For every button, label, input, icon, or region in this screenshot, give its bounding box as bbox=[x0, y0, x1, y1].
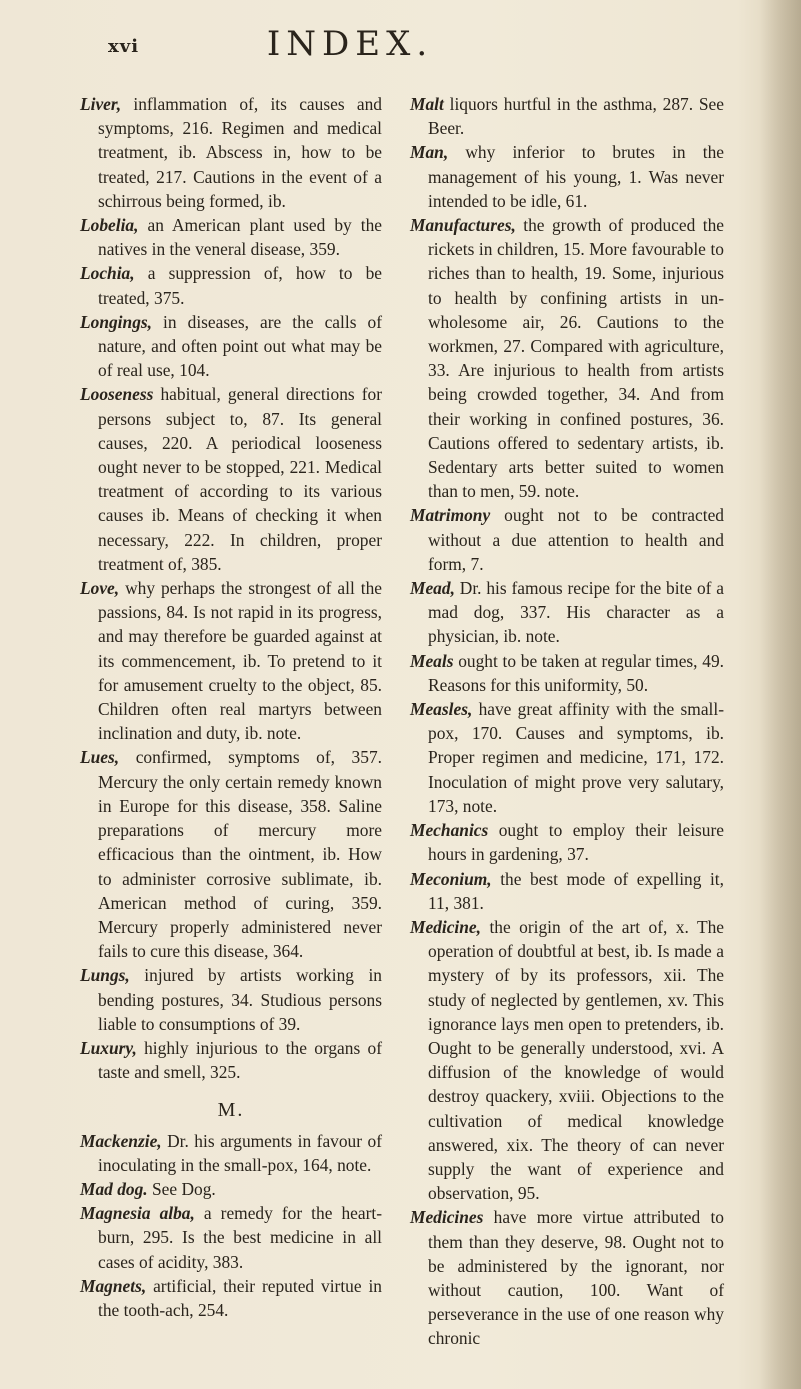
index-term: Manufactures, bbox=[410, 215, 516, 236]
index-term: Medicine, bbox=[410, 916, 481, 937]
index-term: Meconium, bbox=[410, 868, 492, 889]
index-term: Love, bbox=[80, 578, 120, 599]
index-entry bbox=[410, 867, 724, 915]
index-entry bbox=[80, 92, 382, 213]
index-entry bbox=[410, 92, 724, 140]
index-description: why perhaps the strongest of all the passions, 84. Is not rapid in its progress, and may therefore be guarded against at its commencement, ib. To pretend to it for amusement cruelty to the object, 85. Children often real martyrs between inclination and duty, ib. note. bbox=[98, 578, 382, 744]
index-description: inflammation of, its causes and symptoms, 216. Regimen and medical treatment, ib. Abscess in, how to be treated, 217. Cautions in the event of a schirrous being formed, ib. bbox=[98, 94, 382, 211]
index-term: Luxury, bbox=[80, 1037, 137, 1058]
index-entry bbox=[80, 1129, 382, 1177]
index-description: a suppression of, how to be treated, 375. bbox=[98, 263, 382, 308]
index-entry bbox=[410, 1205, 724, 1350]
index-term: Medicines bbox=[410, 1207, 484, 1228]
index-description: have more virtue attributed to them than they deserve, 98. Ought not to be administered by the ignorant, nor without caution, 100. Want of perseverance in the use of one reason why chronic bbox=[428, 1207, 724, 1349]
index-entry bbox=[80, 1036, 382, 1084]
index-description: artificial, their reputed virtue in the tooth-ach, 254. bbox=[98, 1275, 382, 1320]
left-column bbox=[80, 92, 382, 1322]
index-term: Mead, bbox=[410, 578, 455, 599]
index-term: Longings, bbox=[80, 311, 152, 332]
index-description: the origin of the art of, x. The operation of doubtful at best, ib. Is made a mystery of by its professors, xii. The study of neglected by gentlemen, xv. This ignorance lays men open to pretenders, ib. Ought to be generally understood, xvi. A diffusion of the knowledge of would destroy quackery, xviii. Objections to the cultivation of medical knowledge answered, xix. The theory of can never supply the want of experience and observation, 95. bbox=[428, 916, 724, 1204]
index-description: highly injurious to the organs of taste and smell, 325. bbox=[98, 1037, 382, 1083]
left-entries-m bbox=[80, 1129, 382, 1323]
right-entries bbox=[410, 92, 724, 1351]
page-number: xvi bbox=[108, 36, 140, 57]
index-term: Liver, bbox=[80, 94, 122, 114]
index-term: Mackenzie, bbox=[80, 1130, 162, 1151]
index-description: Dr. his arguments in favour of inoculating in the small-pox, 164, note. bbox=[98, 1130, 382, 1175]
index-description: the best mode of expelling it, 11, 381. bbox=[428, 868, 724, 913]
index-term: Meals bbox=[410, 650, 454, 671]
index-term: Mad dog. bbox=[80, 1178, 148, 1199]
index-description: in diseases, are the calls of nature, and often point out what may be of real use, 104. bbox=[98, 311, 382, 381]
index-description: ought to be taken at regular times, 49. Reasons for this uniformity, 50. bbox=[428, 650, 724, 695]
index-entry bbox=[410, 503, 724, 576]
index-entry bbox=[410, 818, 724, 866]
index-description: ought to employ their leisure hours in gardening, 37. bbox=[428, 820, 724, 865]
index-description: have great affinity with the small-pox, 170. Causes and symptoms, ib. Proper regimen and medicine, 171, 172. Inoculation of might prove very salutary, 173, note. bbox=[428, 699, 724, 816]
index-term: Matrimony bbox=[410, 505, 491, 526]
index-description: confirmed, symptoms of, 357. Mercury the only certain remedy known in Europe for this disease, 358. Saline preparations of mercury more efficacious than the ointment, ib. How to administer corrosive sublimate, ib. American method of curing, 359. Mercury properly administered never fails to cure this disease, 364. bbox=[98, 747, 382, 962]
page-edge-shadow bbox=[759, 0, 801, 1389]
index-term: Malt bbox=[410, 94, 444, 114]
index-description: why inferior to brutes in the management of his young, 1. Was never intended to be idle, 61. bbox=[428, 142, 724, 211]
index-term: Lungs, bbox=[80, 965, 130, 986]
index-entry bbox=[410, 213, 724, 503]
index-description: a remedy for the heart-burn, 295. Is the best medicine in all cases of acidity, 383. bbox=[98, 1203, 382, 1272]
index-term: Man, bbox=[410, 142, 449, 163]
index-entry bbox=[410, 649, 724, 697]
index-description: ought not to be contracted without a due attention to health and form, 7. bbox=[428, 505, 724, 574]
left-entries bbox=[80, 92, 382, 1084]
index-entry bbox=[410, 140, 724, 213]
index-entry bbox=[80, 1274, 382, 1322]
index-entry bbox=[80, 576, 382, 745]
index-term: Looseness bbox=[80, 384, 154, 405]
index-entry bbox=[80, 745, 382, 963]
section-letter-m: M. bbox=[217, 1099, 245, 1122]
index-entry bbox=[410, 915, 724, 1205]
index-term: Lobelia, bbox=[80, 215, 139, 236]
index-description: See Dog. bbox=[147, 1178, 216, 1199]
page-header bbox=[100, 24, 600, 74]
right-column bbox=[410, 92, 724, 1351]
index-description: the growth of produced the rickets in children, 15. More favourable to riches than to health, 19. Some, injurious to health by confining artists in unwholesome air, 26. Cautions to the workmen, 27. Compared with agriculture, 33. Are injurious to health from artists being crowded together, 34. And from their working in confined postures, 36. Cautions offered to sedentary artists, ib. Sedentary arts better suited to women than to men, 59. note. bbox=[428, 215, 724, 502]
index-entry bbox=[80, 382, 382, 576]
index-term: Magnesia alba, bbox=[80, 1203, 195, 1224]
index-term: Magnets, bbox=[80, 1275, 147, 1296]
index-entry bbox=[410, 697, 724, 818]
index-description: habitual, general directions for persons subject to, 87. Its general causes, 220. A periodical looseness ought never to be stopped, 221. Medical treatment of according to its various causes ib. Means of checking it when necessary, 222. In children, proper treatment of, 385. bbox=[98, 384, 382, 574]
index-description: an American plant used by the natives in the veneral disease, 359. bbox=[98, 215, 382, 260]
index-description: liquors hurtful in the asthma, 287. See Beer. bbox=[428, 94, 724, 139]
running-title: INDEX. bbox=[266, 24, 434, 64]
index-term: Mechanics bbox=[410, 820, 489, 841]
index-entry bbox=[410, 576, 724, 649]
index-term: Measles, bbox=[410, 699, 473, 720]
index-entry bbox=[80, 213, 382, 261]
index-description: Dr. his famous recipe for the bite of a mad dog, 337. His character as a physician, ib. note. bbox=[428, 578, 724, 647]
index-entry bbox=[80, 261, 382, 309]
index-entry bbox=[80, 963, 382, 1036]
index-term: Lues, bbox=[80, 747, 120, 768]
index-entry bbox=[80, 310, 382, 383]
index-term: Lochia, bbox=[80, 263, 135, 284]
index-entry bbox=[80, 1177, 382, 1201]
index-entry bbox=[80, 1201, 382, 1274]
index-description: injured by artists working in bending postures, 34. Studious persons liable to consumptions of 39. bbox=[98, 965, 382, 1034]
